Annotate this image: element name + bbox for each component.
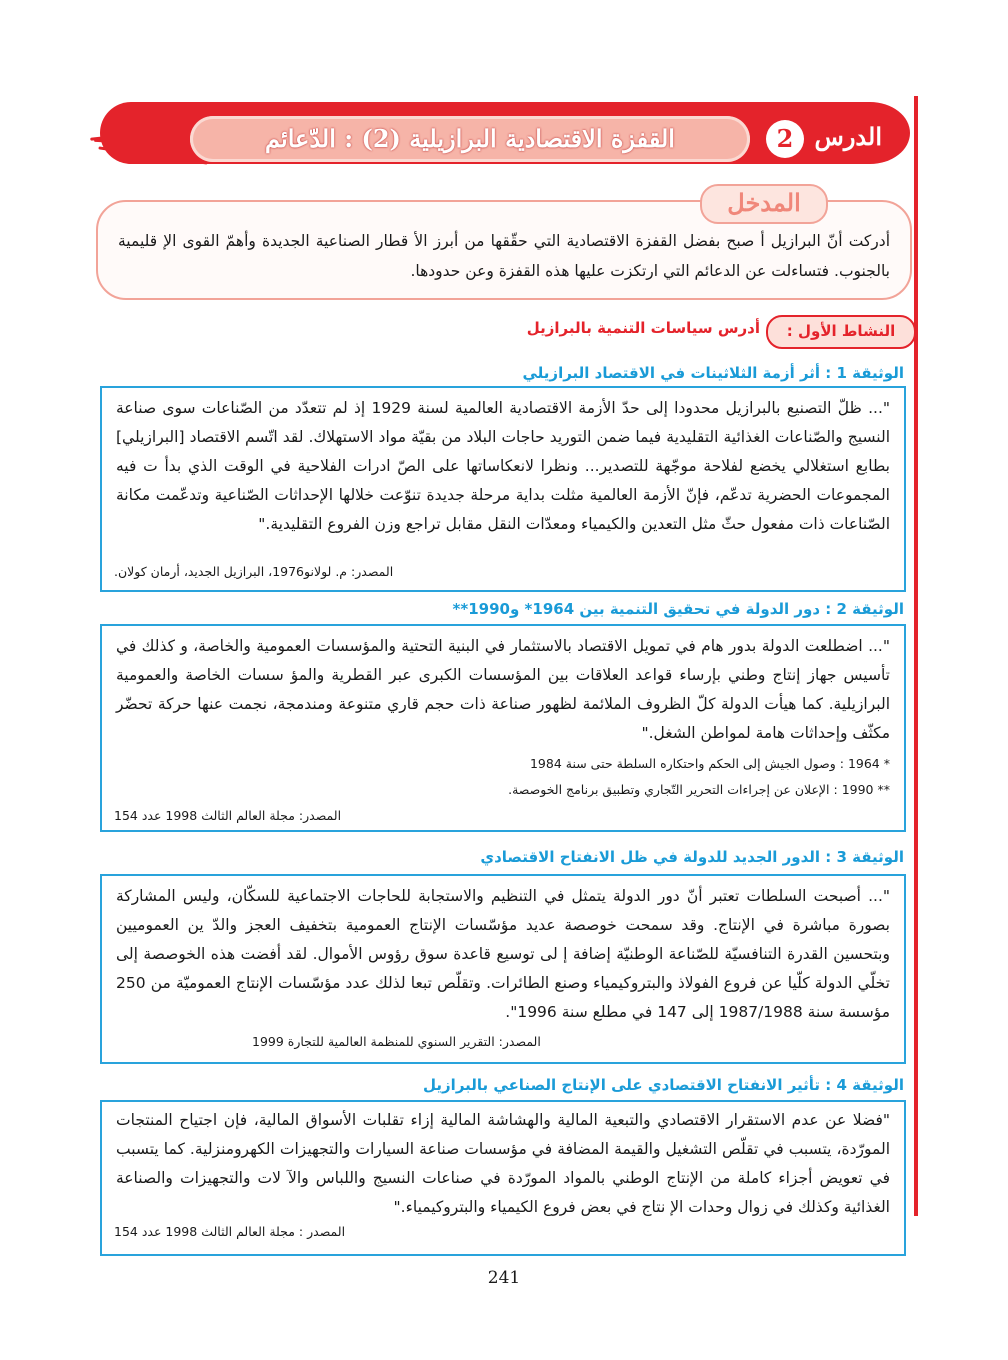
page-number: 241: [487, 1268, 521, 1288]
intro-text: أدركت أنّ البرازيل أ صبح بفضل القفزة الاقتصادية التي حقّقها من أبرز الأ قطار الصناعية الجديدة وأهمّ القوى الإ قليمية بالجنوب. فتساءلت عن الدعائم التي ارتكزت عليها هذه القفزة وعن حدودها.: [118, 232, 890, 280]
document-2-source: المصدر: مجلة العالم الثالث 1998 عدد 154: [114, 808, 342, 823]
document-2-title: الوثيقة 2 : دور الدولة في تحقيق التنمية بين 1964* و1990**: [452, 600, 904, 618]
document-2-note-1: * 1964 : وصول الجيش إلى الحكم واحتكاره السلطة حتى سنة 1984: [529, 756, 890, 771]
document-3-text: "... أصبحت السلطات تعتبر أنّ دور الدولة يتمثل في التنظيم والاستجابة للحاجات الاجتماعية للسكّان، وليس المشاركة بصورة مباشرة في الإنتاج. وقد سمحت خوصصة عديد مؤسّسات الإنتاج العمومية بتخفيف العجز والدّ ين العموميين وبتحسين القدرة التنافسيّة للصّناعة الوطنيّة إضافة إ لى توسيع قاعدة سوق رؤوس الأموال. لقد أفضت هذه الخوصصة إلى تخلّي الدولة كلّيا عن فروع الفولاذ والبتروكيمياء وصنع الطائرات. وتقلّص تبعا لذلك عدد مؤسّسات الإنتاج العموميّة من 250 مؤسسة سنة 1987/1988 إلى 147 في مطلع سنة 1996".: [116, 887, 890, 1021]
lesson-number-badge: 2: [766, 120, 804, 158]
activity-title: أدرس سياسات التنمية بالبرازيل: [526, 319, 760, 337]
document-4-box: [100, 1100, 906, 1256]
activity-label: النشاط الأول :: [766, 315, 916, 349]
intro-tag: المدخل: [700, 184, 828, 224]
margin-rule: [914, 96, 918, 1216]
document-1-source: المصدر: م. لولانو1976، البرازيل الجديد، أرمان كولان.: [114, 564, 394, 579]
document-4-source: المصدر : مجلة العالم الثالث 1998 عدد 154: [114, 1224, 346, 1239]
document-1-box: [100, 386, 906, 592]
document-2-box: [100, 624, 906, 832]
document-4-title: الوثيقة 4 : تأثير الانفتاح الاقتصادي على الإنتاج الصناعي بالبرازيل: [423, 1076, 904, 1094]
lesson-title: القفزة الاقتصادية البرازيلية (2) : الدّعائم: [265, 124, 675, 153]
document-2-text: "... اضطلعت الدولة بدور هام في تمويل الاقتصاد بالاستثمار في البنية التحتية والمؤسسات العمومية والخاصة، و كذلك في تأسيس جهاز إنتاج وطني بإرساء قواعد العلاقات بين المؤسسات الكبرى عبر القطرية والمؤ سسات الخاصة والعمومية البرازيلية. كما هيأت الدولة كلّ الظروف الملائمة لظهور صناعة ذات حجم قاري متنوعة ومندمجة، نجمت عنها حركة تحضّر مكثّف وإحداثات هامة لمواطن الشغل.": [116, 637, 890, 742]
document-3-source: المصدر: التقرير السنوي للمنظمة العالمية للتجارة 1999: [252, 1034, 541, 1049]
document-3-title: الوثيقة 3 : الدور الجديد للدولة في ظل الانفتاح الاقتصادي: [480, 848, 904, 866]
document-1-title: الوثيقة 1 : أثر أزمة الثلاثينات في الاقتصاد البرازيلي: [522, 364, 904, 382]
document-2-note-2: ** 1990 : الإعلان عن إجراءات التحرير التّجاري وتطبيق برنامج الخوصصة.: [508, 782, 890, 797]
document-1-text: "... ظلّ التصنيع بالبرازيل محدودا إلى حدّ الأزمة الاقتصادية العالمية لسنة 1929 إذ لم تتعدّد من الصّناعات سوى صناعة النسيج والصّناعات الغذائية التقليدية فيما ضمن التوريد حاجات البلاد من بقيّة مواد الاستهلاك. لقد اتّسم الاقتصاد [البرازيلي] بطابع استغلالي يخضع لفلاحة موجّهة للتصدير... ونظرا لانعكاساتها على الصّ ادرات الفلاحية في الوقت الذي بدأ ت فيه المجموعات الحضرية تدعّم، فإنّ الأزمة العالمية مثلت بداية مرحلة جديدة تنوّعت خلالها الإحداثات الصّناعية وتدعّمت مكانة الصّناعات ذات مفعول حثّ مثل التعدين والكيمياء ومعدّات النقل مقابل تراجع وزن الفروع التقليدية.": [116, 399, 890, 533]
document-3-box: [100, 874, 906, 1064]
lesson-banner: [100, 102, 910, 164]
lesson-title-plate: [190, 116, 750, 162]
lesson-label: الدرس: [814, 122, 882, 151]
document-4-text: "فضلا عن عدم الاستقرار الاقتصادي والتبعية المالية والهشاشة المالية إزاء تقلبات الأسواق المالية، فإن اجتياح المنتجات المورّدة، يتسبب في تقلّص التشغيل والقيمة المضافة في مؤسسات صناعة السيارات والتجهيزات الكهرومنزلية. كما يتسبب في تعويض أجزاء كاملة من الإنتاج الوطني بالمواد المورّدة في صناعات النسيج واللباس والآ لات والتجهيزات والصناعة الغذائية وكذلك في زوال وحدات الإ نتاج في بعض فروع الكيمياء والبتروكيمياء.": [116, 1111, 890, 1216]
lesson-header: [90, 96, 910, 168]
